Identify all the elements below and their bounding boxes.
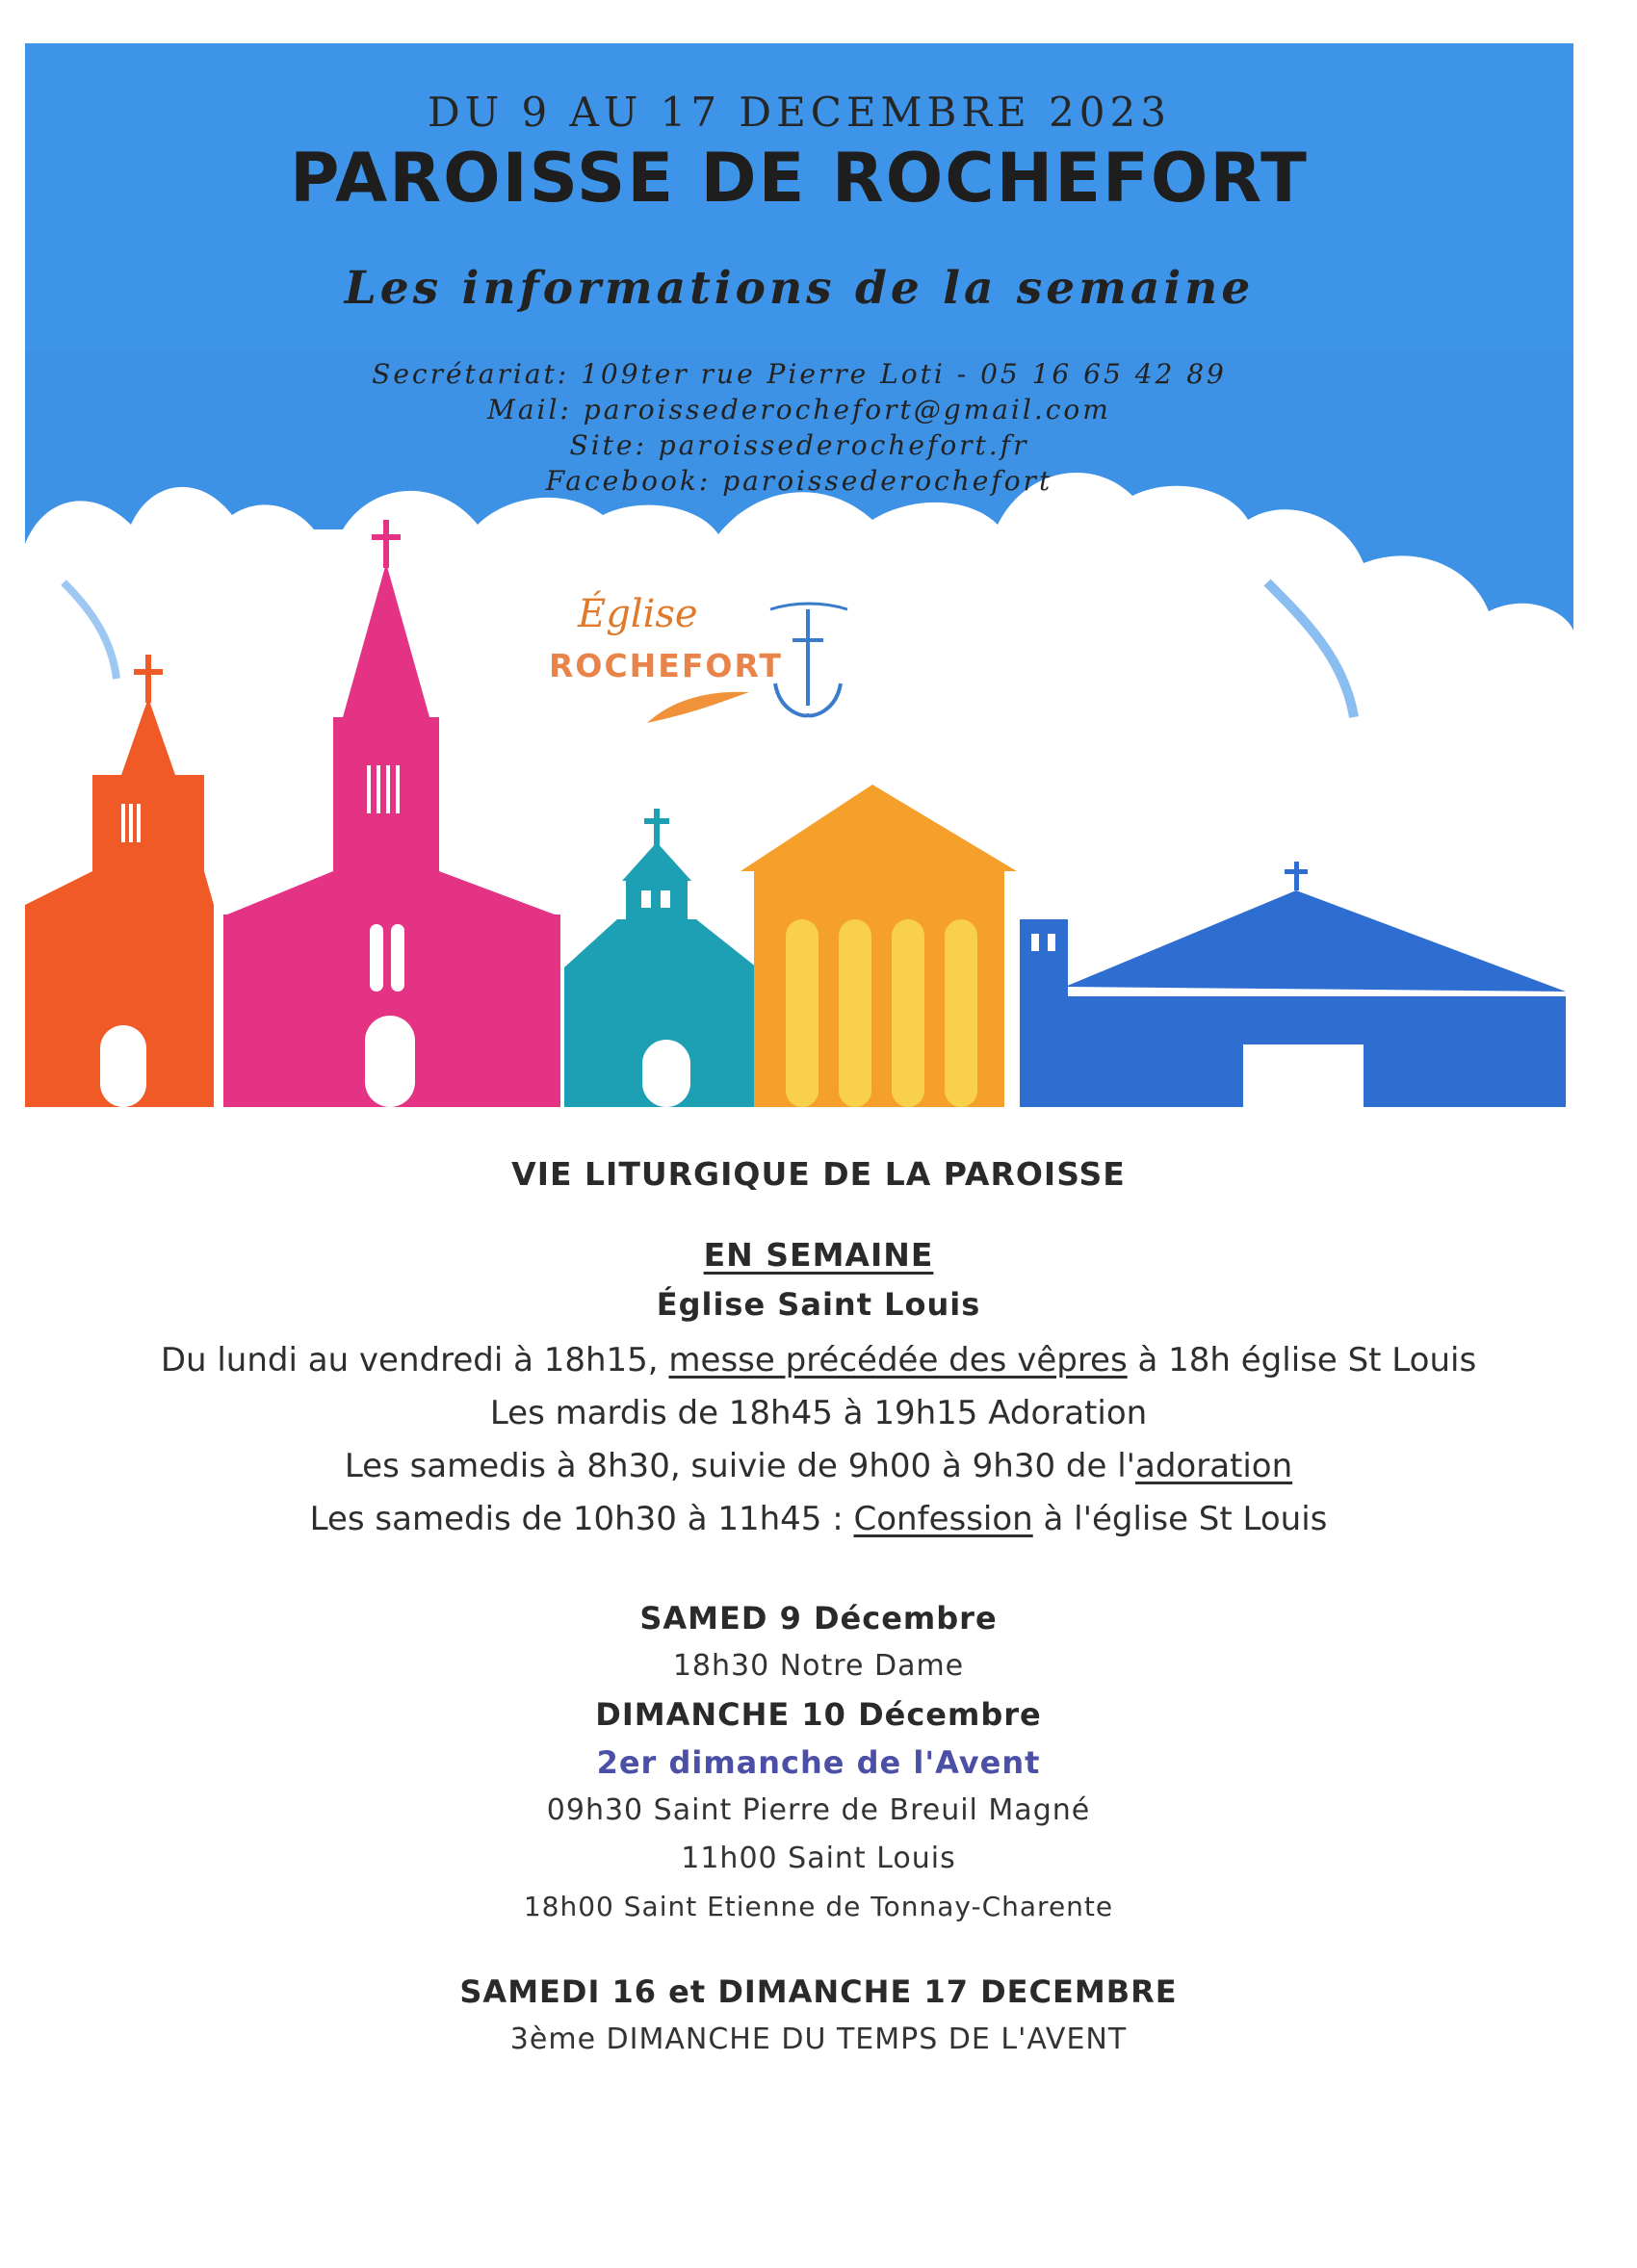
week-title: EN SEMAINE bbox=[703, 1236, 934, 1274]
text-segment: Les samedis de 10h30 à 11h45 : bbox=[309, 1500, 854, 1538]
day-heading: SAMED 9 Décembre bbox=[639, 1600, 998, 1637]
header-subtitle: Les informations de la semaine bbox=[344, 262, 1255, 315]
logo-script: Église bbox=[578, 592, 698, 636]
text-segment: à 18h église St Louis bbox=[1127, 1341, 1477, 1379]
mass-item: 11h00 Saint Louis bbox=[681, 1842, 956, 1875]
weekday-line-adoration: Les mardis de 18h45 à 19h15 Adoration bbox=[489, 1394, 1148, 1432]
liturgical-day-name: 2er dimanche de l'Avent bbox=[596, 1744, 1041, 1781]
text-segment: Les samedis à 8h30, suivie de 9h00 à 9h30 de l' bbox=[344, 1447, 1135, 1485]
weekend-schedule bbox=[0, 1594, 1637, 2064]
text-segment: Du lundi au vendredi à 18h15, bbox=[160, 1341, 669, 1379]
mass-item: 09h30 Saint Pierre de Breuil Magné bbox=[546, 1793, 1091, 1827]
contact-facebook: Facebook: paroissederochefort bbox=[545, 465, 1053, 497]
contact-mail: Mail: paroissederochefort@gmail.com bbox=[487, 394, 1111, 425]
mass-item: 18h30 Notre Dame bbox=[672, 1649, 965, 1683]
underlined-segment: messe précédée des vêpres bbox=[668, 1341, 1128, 1379]
contact-block bbox=[25, 356, 1573, 499]
liturgy-title: VIE LITURGIQUE DE LA PAROISSE bbox=[511, 1155, 1126, 1193]
week-church: Église Saint Louis bbox=[656, 1286, 981, 1323]
contact-secretariat: Secrétariat: 109ter rue Pierre Loti - 05 16 65 42 89 bbox=[372, 358, 1227, 390]
text-segment: à l'église St Louis bbox=[1032, 1500, 1328, 1538]
weekday-line-confession bbox=[0, 1493, 1637, 1546]
liturgical-day-name: 3ème DIMANCHE DU TEMPS DE L'AVENT bbox=[509, 2023, 1128, 2056]
mass-item: 18h00 Saint Etienne de Tonnay-Charente bbox=[523, 1891, 1114, 1922]
weekday-line-saturday bbox=[0, 1440, 1637, 1493]
feather-icon bbox=[645, 688, 751, 727]
parish-logo bbox=[549, 592, 857, 736]
underlined-segment: Confession bbox=[853, 1500, 1033, 1538]
contact-site: Site: paroissederochefort.fr bbox=[569, 429, 1029, 461]
anchor-icon bbox=[766, 602, 852, 727]
parish-title: PAROISSE DE ROCHEFORT bbox=[290, 139, 1309, 218]
spacer bbox=[0, 1931, 1637, 1968]
weekday-schedule bbox=[0, 1334, 1637, 1546]
day-heading: DIMANCHE 10 Décembre bbox=[595, 1696, 1042, 1733]
underlined-segment: adoration bbox=[1135, 1447, 1293, 1485]
logo-word: ROCHEFORT bbox=[549, 647, 783, 684]
header-dates: DU 9 AU 17 DECEMBRE 2023 bbox=[428, 89, 1171, 136]
weekday-line-mass bbox=[0, 1334, 1637, 1387]
day-heading: SAMEDI 16 et DIMANCHE 17 DECEMBRE bbox=[459, 1973, 1178, 2010]
